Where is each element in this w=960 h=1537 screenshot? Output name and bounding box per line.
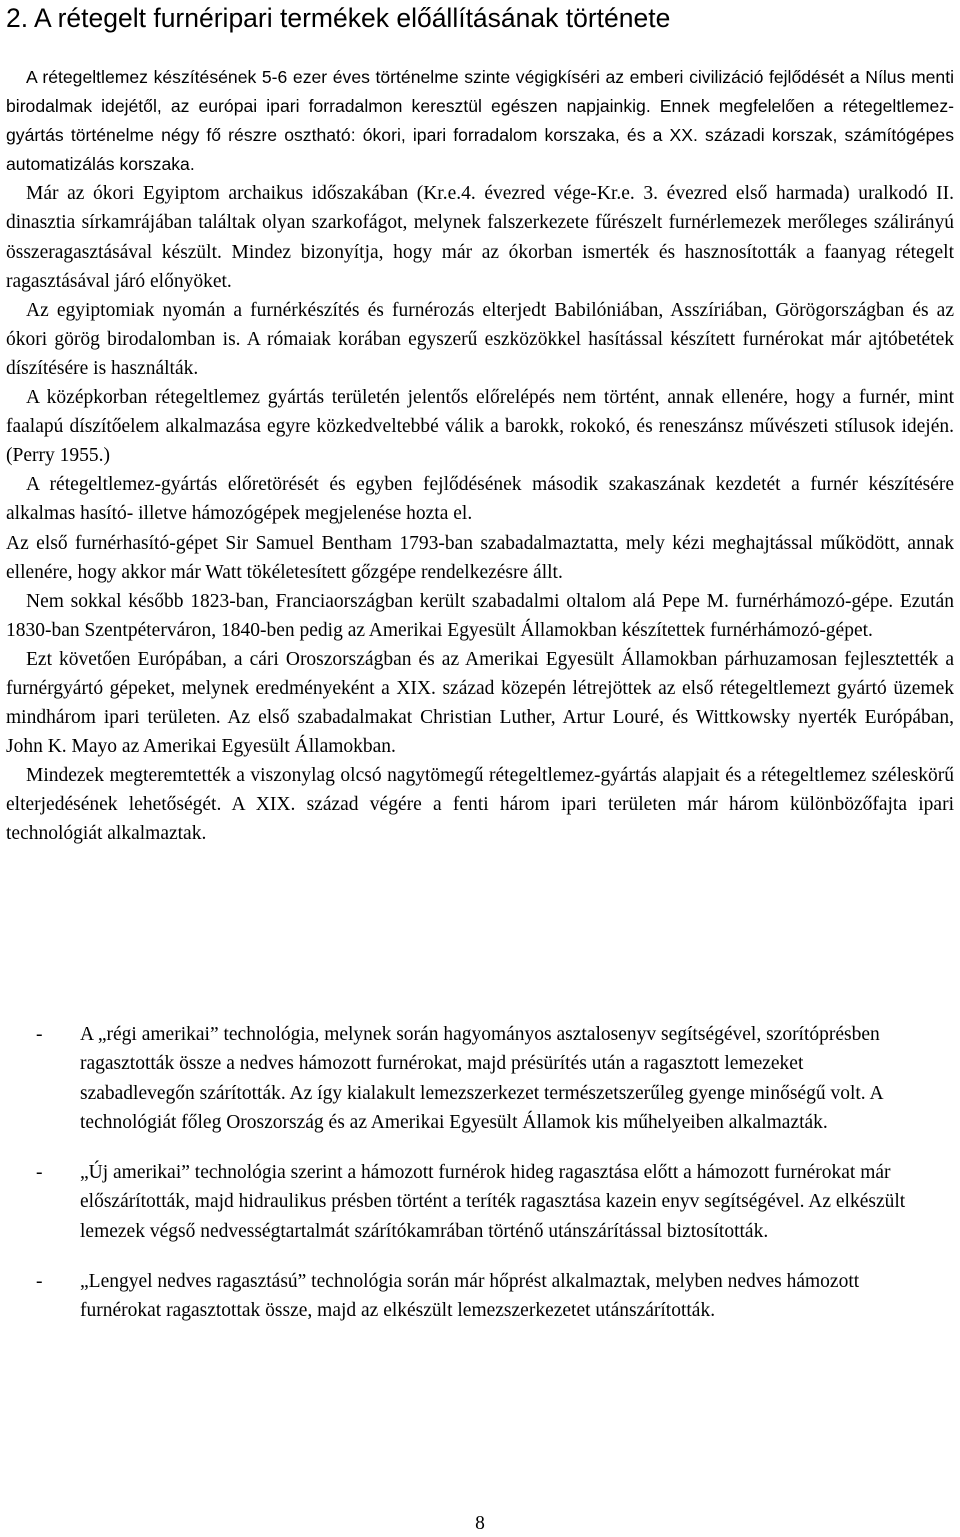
- paragraph-europe: Ezt követően Európában, a cári Oroszországban és az Amerikai Egyesült Államokban párhuzamosan fejlesztették a furnérgyártó gépeket, melynek eredményeként a XIX. század közepén létrejöttek az első rétegeltlemezt gyártó üzemek mindhárom ipari területen. Az első szabadalmakat Christian Luther, Artur Louré, és Wittkowsky nyerték Európában, John K. Mayo az Amerikai Egyesült Államokban.: [6, 648, 954, 758]
- list-item: [6, 1158, 954, 1246]
- paragraph-machines: A rétegeltlemez-gyártás előretörését és egyben fejlődésének második szakaszának kezdetét a furnér készítésére alkalmas hasító- illetve hámozógépek megjelenése hozta el.: [6, 474, 954, 525]
- list-dash: -: [36, 1024, 43, 1045]
- paragraph-middle-ages: A középkorban rétegeltlemez gyártás területén jelentős előrelépés nem történt, annak ellenére, hogy a furnér, mint faalapú díszítőelem alkalmazása egyre közkedveltebbé válik a barokk, rokokó, és reneszánsz művészeti stílusok idején. (Perry 1955.): [6, 387, 954, 467]
- page-number: 8: [475, 1513, 485, 1534]
- section-heading: 2. A rétegelt furnéripari termékek előállításának története: [6, 3, 671, 33]
- paragraph-egypt: Már az ókori Egyiptom archaikus időszakában (Kr.e.4. évezred vége-Kr.e. 3. évezred első harmada) uralkodó II. dinasztia sírkamrájában találtak olyan szarkofágot, melynek falszerkezete fűrészelt furnérlemezek merőleges szálirányú összeragasztásával készült. Mindez bizonyítja, hogy már az ókorban ismerték és hasznosították a faanyag rétegelt ragasztásával járó előnyöket.: [6, 183, 954, 292]
- list-item: [6, 1267, 954, 1326]
- list-item-text: „Lengyel nedves ragasztású” technológia során már hőprést alkalmaztak, melyben nedves hámozott furnérokat ragasztottak össze, majd az elkészült lemezszerkezetet utánszárították.: [80, 1271, 860, 1322]
- technology-list: [6, 1020, 954, 1347]
- list-item-text: „Új amerikai” technológia szerint a hámozott furnérok hideg ragasztása előtt a hámozott furnérokat már előszárították, majd hidraulikus présben történt a teríték ragasztása kazein enyv segítségével. Az elkészült lemezek végső nedvességtartalmát szárítókamrában történő utánszárítással biztosították.: [80, 1162, 906, 1242]
- paragraph-antiquity-spread: Az egyiptomiak nyomán a furnérkészítés és furnérozás elterjedt Babilóniában, Asszíriában, Görögországban és az ókori görög birodalomban is. A rómaiak korában egyszerű eszközökkel hasítással készített furnérokat már ajtóbetétek díszítésére is használták.: [6, 299, 954, 379]
- paragraph-bentham: Az első furnérhasító-gépet Sir Samuel Bentham 1793-ban szabadalmaztatta, mely kézi meghajtással működött, annak ellenére, hogy akkor már Watt tökéletesített gőzgépe rendelkezésre állt.: [6, 532, 954, 583]
- paragraph-1823: Nem sokkal később 1823-ban, Franciaországban került szabadalmi oltalom alá Pepe M. furnérhámozó-gépe. Ezután 1830-ban Szentpéterváron, 1840-ben pedig az Amerikai Egyesült Államokban készítettek furnérhámozó-gépet.: [6, 590, 954, 641]
- list-item: [6, 1020, 954, 1137]
- list-item-text: A „régi amerikai” technológia, melynek során hagyományos asztalosenyv segítségével, szorítóprésben ragasztották össze a nedves hámozott furnérokat, majd présürítés után a ragasztott lemezeket szabadlevegőn szárították. Az így kialakult lemezszerkezet természetszerűleg gyenge minőségű volt. A technológiát főleg Oroszország és az Amerikai Egyesült Államok kis műhelyeiben alkalmazták.: [80, 1024, 883, 1133]
- paragraph-technologies: Mindezek megteremtették a viszonylag olcsó nagytömegű rétegeltlemez-gyártás alapjait és a rétegeltlemez széleskörű elterjedésének lehetőségét. A XIX. század végére a fenti három ipari területen már három különbözőfajta ipari technológiát alkalmaztak.: [6, 765, 954, 845]
- body-text: [6, 63, 954, 849]
- list-dash: -: [36, 1271, 43, 1293]
- paragraph-intro: A rétegeltlemez készítésének 5-6 ezer éves történelme szinte végigkíséri az emberi civilizáció fejlődését a Nílus menti birodalmak idejétől, az európai ipari forradalmon keresztül egészen napjainkig. Ennek megfelelően a rétegeltlemez-gyártás történelme négy fő részre osztható: ókori, ipari forradalom korszaka, és a XX. századi korszak, számítógépes automatizálás korszaka.: [6, 67, 954, 175]
- list-dash: -: [36, 1162, 43, 1184]
